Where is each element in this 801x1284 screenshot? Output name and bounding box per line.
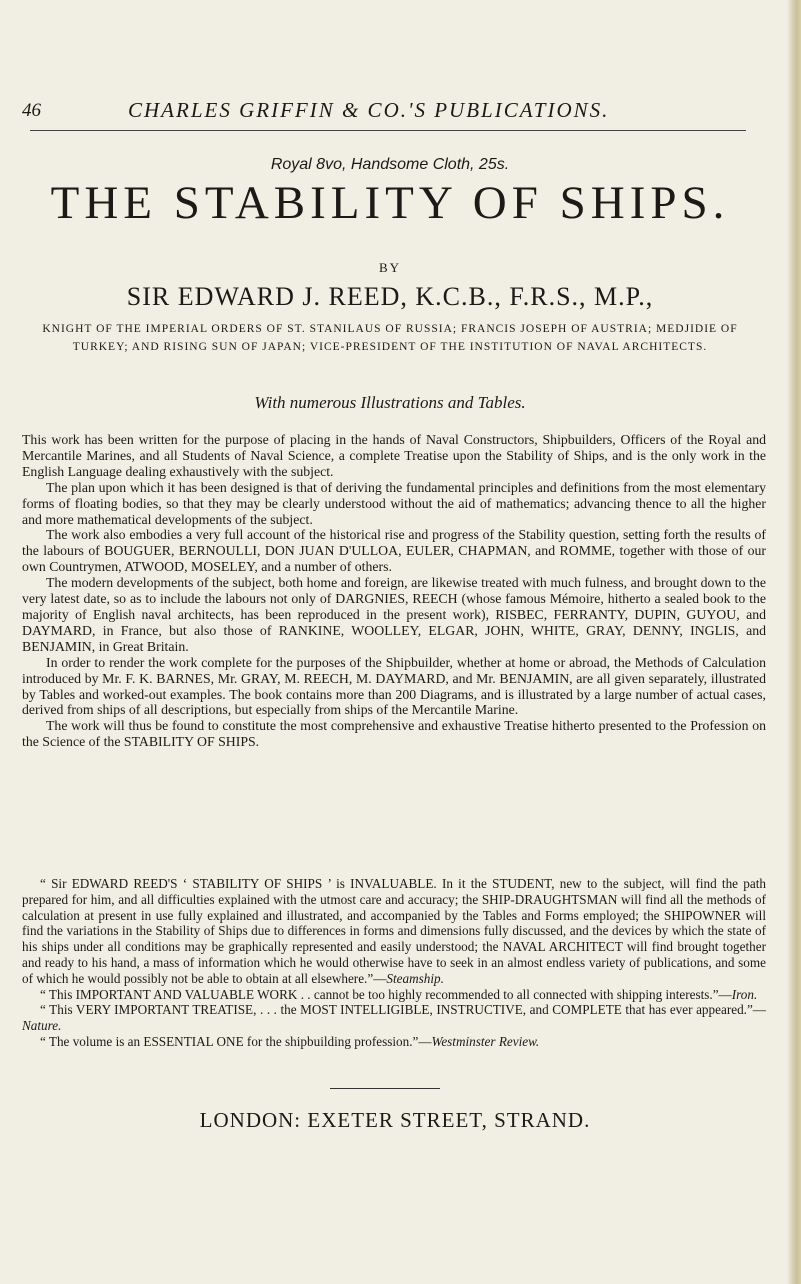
review-source: Steamship.	[386, 970, 444, 986]
review-source: Nature.	[22, 1018, 62, 1034]
description-paragraph: In order to render the work complete for the purposes of the Shipbuilder, whether at home or abroad, the Methods of Calculation introduced by Mr. F. K. BARNES, Mr. GRAY, M. REECH, M. DAYMARD, and Mr. BENJAMIN, are all given separately, illustrated by Tables and worked-out examples. The book contains more than 200 Diagrams, and is illustrated by a large number of actual cases, derived from ships of all descriptions, but especially from ships of the Mercantile Marine.	[22, 654, 766, 718]
description-paragraph: The work also embodies a very full account of the historical rise and progress of the Stability question, setting forth the results of the labours of BOUGUER, BERNOULLI, DON JUAN D'ULLOA, EULER, CHAPMAN, and ROMME, together with those of our own Countrymen, ATWOOD, MOSELEY, and a number of others.	[22, 527, 766, 575]
publisher-address: LONDON: EXETER STREET, STRAND.	[199, 1108, 591, 1132]
illustrations-note: With numerous Illustrations and Tables.	[254, 393, 526, 412]
header-rule	[30, 130, 746, 131]
review-quote	[22, 1002, 766, 1034]
by-line: BY	[378, 260, 402, 275]
book-format-price: Royal 8vo, Handsome Cloth, 25s.	[270, 156, 510, 173]
review-text: “ This VERY IMPORTANT TREATISE, . . . the MOST INTELLIGIBLE, INSTRUCTIVE, and COMPLETE that has ever appeared.”—	[40, 1002, 766, 1018]
page-number: 46	[22, 100, 41, 121]
review-source: Westminster Review.	[431, 1033, 540, 1049]
footer-rule	[330, 1088, 440, 1089]
review-quote	[22, 987, 766, 1003]
book-description	[22, 432, 766, 750]
author-credentials: KNIGHT OF THE IMPERIAL ORDERS OF ST. STANILAUS OF RUSSIA; FRANCIS JOSEPH OF AUSTRIA; MEDJIDIE OF TURKEY; AND RISING SUN OF JAPAN; VICE-PRESIDENT OF THE INSTITUTION OF NAVAL ARCHITECTS.	[42, 323, 738, 353]
author-name: SIR EDWARD J. REED, K.C.B., F.R.S., M.P.,	[126, 282, 654, 311]
description-paragraph: The modern developments of the subject, both home and foreign, are likewise treated with much fulness, and brought down to the very latest date, so as to include the labours not only of DARGNIES, REECH (whose famous Mémoire, hitherto a sealed book to the majority of English naval architects, has been reproduced in the present work), RISBEC, FERRANTY, DUPIN, GUYOU, and DAYMARD, in France, but also those of RANKINE, WOOLLEY, ELGAR, JOHN, WHITE, GRAY, DENNY, INGLIS, and BENJAMIN, in Great Britain.	[22, 575, 766, 654]
page-edge	[787, 0, 801, 1284]
review-source: Iron.	[731, 986, 758, 1002]
description-paragraph: This work has been written for the purpose of placing in the hands of Naval Constructors, Shipbuilders, Officers of the Royal and Mercantile Marines, and all Students of Naval Science, a complete Treatise upon the Stability of Ships, and is the only work in the English Language dealing exhaustively with the subject.	[22, 432, 766, 479]
description-paragraph: The work will thus be found to constitute the most comprehensive and exhaustive Treatise hitherto presented to the Profession on the Science of the STABILITY OF SHIPS.	[22, 718, 766, 750]
review-quote	[22, 1034, 766, 1050]
review-text: “ Sir EDWARD REED'S ‘ STABILITY OF SHIPS ’ is INVALUABLE. In it the STUDENT, new to the subject, will find the path prepared for him, and all difficulties explained with the utmost care and accuracy; the SHIP-DRAUGHTSMAN will find all the methods of calculation at present in use fully explained and illustrated, and accompanied by the Tables and Forms employed; the SHIPOWNER will find the variations in the Stability of Ships due to differences in forms and dimensions fully discussed, and the devices by which the state of his ships under all conditions may be graphically represented and easily understood; the NAVAL ARCHITECT will find brought together and ready to his hand, a mass of information which he would otherwise have to seek in an almost endless variety of publications, and some of which he would possibly not be able to obtain at all elsewhere.”—	[22, 876, 766, 986]
review-quote	[22, 876, 766, 987]
book-title: THE STABILITY OF SHIPS.	[50, 177, 730, 229]
description-paragraph: The plan upon which it has been designed is that of deriving the fundamental principles and definitions from the most elementary forms of floating bodies, so that they may be clearly understood without the aid of mathematics; advancing thence to all the higher and more mathematical developments of the subject.	[22, 479, 766, 527]
running-head: CHARLES GRIFFIN & CO.'S PUBLICATIONS.	[128, 98, 610, 122]
press-reviews	[22, 876, 766, 1050]
review-text: “ This IMPORTANT AND VALUABLE WORK . . cannot be too highly recommended to all connected with shipping interests.”—	[40, 986, 732, 1002]
page-header	[22, 100, 760, 126]
review-text: “ The volume is an ESSENTIAL ONE for the shipbuilding profession.”—	[40, 1033, 432, 1049]
